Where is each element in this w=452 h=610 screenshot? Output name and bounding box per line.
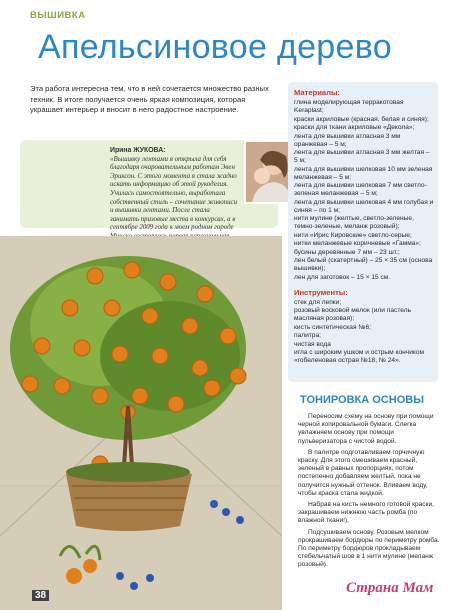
materials-item: лента для вышивки шелковая 7 мм светло-зеленая меланжевая – 5 м; [294,182,427,197]
tools-item: стек для лепки; [294,298,342,306]
portrait-image [246,142,291,202]
quote-author: Ирина ЖУКОВА: [110,147,166,154]
materials-sidebar [288,82,438,382]
page-number: 38 [32,590,49,601]
materials-item: нити мулине (желтые, светло-зеленые, темно-зеленые, меланж розовый); [294,215,414,230]
tools-item: игла с широким ушком и острым кончиком «гобеленовая острая №18, № 24». [294,349,425,364]
materials-item: краски акриловые (красная, белая и синяя); [294,115,429,123]
tools-list [288,299,438,366]
materials-item: нити «Ирис Кировские» светло-серые; [294,231,412,239]
orange-tree-embroidery-image [0,236,282,610]
tools-item: чистая вода [294,340,331,348]
author-portrait [244,140,293,204]
materials-item: лента для вышивки шелковая 4 мм голубая и синяя – по 1 м; [294,198,434,214]
tools-item: кисть синтетическая №6; [294,323,371,331]
tools-item: палитра; [294,332,321,339]
toning-paragraph: В палитре подготавливаем горчичную краску. Для этого смешиваем красный, зеленый в равных пропорциях, потом постепенно добавляем желтый, пока не получится нужный оттенок. Вливаем воду, чтобы краска стала жидкой. [298,448,428,497]
materials-list [288,99,438,282]
toning-heading: ТОНИРОВКА ОСНОВЫ [300,394,424,406]
materials-item: нитки меланжевые коричневые «Гамма»; [294,240,421,247]
materials-item: лента для вышивки шелковая 10 мм зеленая меланжевая – 5 м; [294,165,433,181]
toning-paragraph: Переносим схему на основу при помощи черной копировальной бумаги. Слегка увлажняем основу при помощи пульверизатора с чистой водой. [298,413,434,445]
toning-paragraph: Набрав на кисть немного готовой краски, закрашиваем нижнюю часть ромба (по влажной ткани!). [298,501,434,525]
materials-item: бусины деревянные 7 мм – 23 шт.; [294,248,400,256]
materials-item: краски для ткани акриловые «Декола»; [294,124,415,131]
site-watermark-logo: Страна Мам [346,580,434,596]
tools-heading: Инструменты: [294,287,348,297]
article-title: Апельсиновое дерево [38,28,392,66]
tools-item: розовый восковой мелок (или пастель масляная розовая); [294,307,412,322]
intro-paragraph: Эта работа интересна тем, что в ней сочетается множество разных техник. В итоге получается очень яркая композиция, которая украшает интерьер и вносит в него радостное настроение. [30,84,269,115]
toning-text [298,413,440,573]
embroidery-photo [0,236,282,610]
materials-item: лен для заготовок – 15 × 15 см. [294,273,391,281]
quote-text [110,147,240,250]
materials-item: лента для вышивки атласная 3 мм желтая – 5 м; [294,149,430,164]
quote-body: «Вышивку лентами я открыла для себя благодаря очаровательным работам Эвен Эриксон. С этого момента я стала жадно искать информацию об этой рукоделия. Училась самостоятельно, выработала собственный стиль – сочетание живописи и вышивки лентами. После стала занимать призовые места в конкурсах, а в сентябре 2009 года в моем родном городе [110,155,238,232]
toning-paragraph: Подсушиваем основу. Розовым мелком прокрашиваем бордюры по периметру ромба. По периметру бордюров прокладываем стебельчатый шов в 1 нити мулине (меланж розовый). [298,528,440,569]
materials-heading: Материалы: [294,88,340,97]
materials-item: глина моделирующая терракотовая Keraplast; [294,99,404,114]
materials-item: лен белый (скатертный) – 25 × 35 см (основа вышивки); [294,257,433,272]
section-label: ВЫШИВКА [30,10,86,21]
materials-item: лента для вышивки атласная 3 мм оранжевая – 5 м; [294,132,401,148]
